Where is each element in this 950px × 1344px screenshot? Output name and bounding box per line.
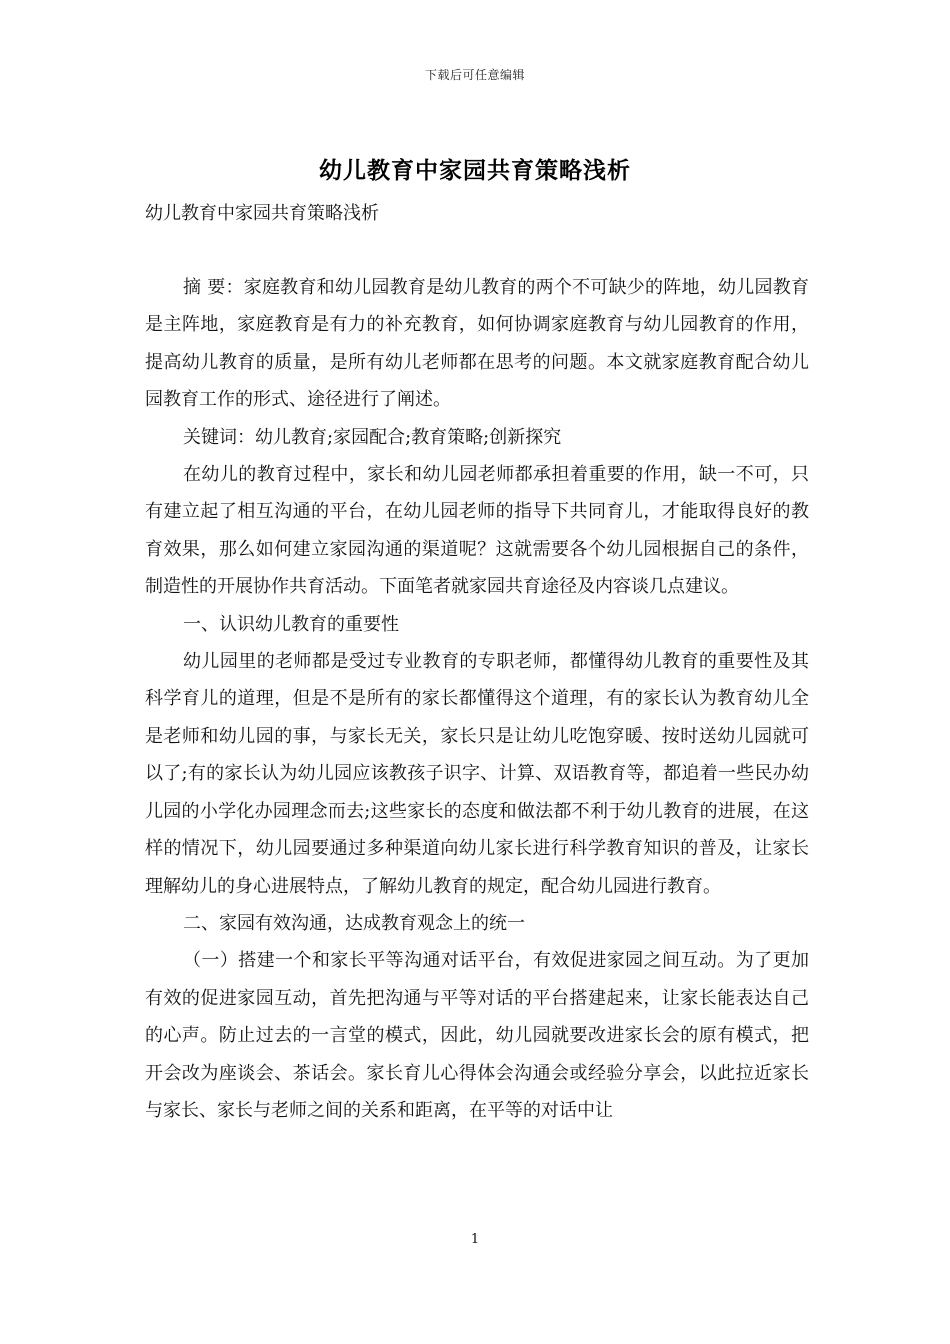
page-number: 1	[470, 1232, 480, 1247]
section-heading-2: 二、家园有效沟通，达成教育观念上的统一	[183, 912, 525, 934]
abstract-paragraph: 摘 要：家庭教育和幼儿园教育是幼儿教育的两个不可缺少的阵地，幼儿园教育是主阵地，家庭教育是有力的补充教育，如何协调家庭教育与幼儿园教育的作用，提高幼儿教育的质量，是所有幼儿老师都在思考的问题。本文就家庭教育配合幼儿园教育工作的形式、途径进行了阐述。	[145, 277, 809, 411]
section-1-paragraph: 幼儿园里的老师都是受过专业教育的专职老师，都懂得幼儿教育的重要性及其科学育儿的道理，但是不是所有的家长都懂得这个道理，有的家长认为教育幼儿全是老师和幼儿园的事，与家长无关，家长只是让幼儿吃饱穿暖、按时送幼儿园就可以了;有的家长认为幼儿园应该教孩子识字、计算、双语教育等，都追着一些民办幼儿园的小学化办园理念而去;这些家长的态度和做法都不利于幼儿教育的进展，在这样的情况下，幼儿园要通过多种渠道向幼儿家长进行科学教育知识的普及，让家长理解幼儿的身心进展特点，了解幼儿教育的规定，配合幼儿园进行教育。	[145, 651, 809, 897]
intro-paragraph: 在幼儿的教育过程中，家长和幼儿园老师都承担着重要的作用，缺一不可，只有建立起了相互沟通的平台，在幼儿园老师的指导下共同育儿，才能取得良好的教育效果，那么如何建立家园沟通的渠道呢？这就需要各个幼儿园根据自己的条件，制造性的开展协作共育活动。下面笔者就家园共育途径及内容谈几点建议。	[145, 464, 809, 598]
section-2-subsection-paragraph: （一）搭建一个和家长平等沟通对话平台，有效促进家园之间互动。为了更加有效的促进家园互动，首先把沟通与平等对话的平台搭建起来，让家长能表达自己的心声。防止过去的一言堂的模式，因此，幼儿园就要改进家长会的原有模式，把开会改为座谈会、茶话会。家长育儿心得体会沟通会或经验分享会，以此拉近家长与家长、家长与老师之间的关系和距离，在平等的对话中让	[145, 950, 809, 1121]
document-body	[145, 269, 809, 1129]
document-title: 幼儿教育中家园共育策略浅析	[319, 157, 631, 184]
page-header: 下载后可任意编辑	[424, 68, 525, 82]
section-heading-1: 一、认识幼儿教育的重要性	[183, 613, 399, 635]
document-subtitle: 幼儿教育中家园共育策略浅析	[145, 203, 379, 224]
keywords-paragraph: 关键词：幼儿教育;家园配合;教育策略;创新探究	[183, 426, 562, 448]
